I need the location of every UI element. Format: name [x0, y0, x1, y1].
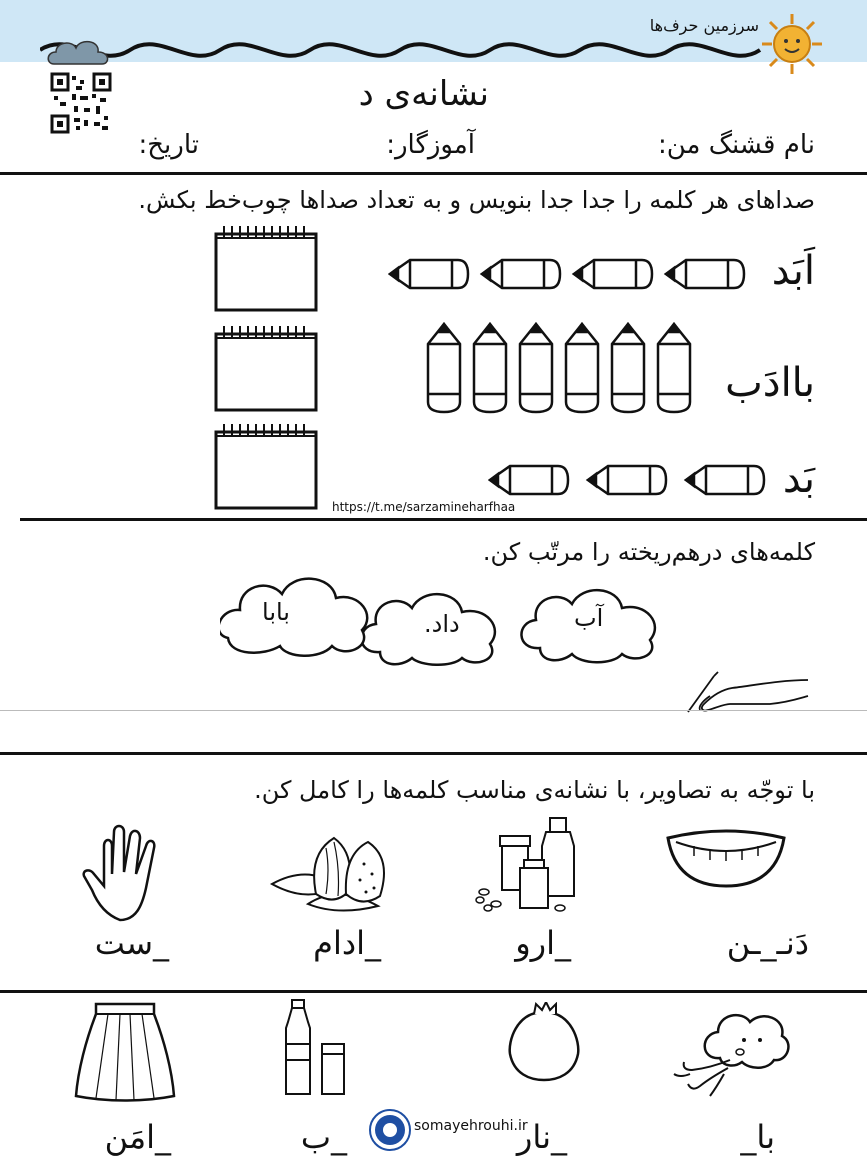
- divider: [0, 990, 867, 993]
- fill-word-r2-4: _امَن: [104, 1118, 171, 1156]
- row3-word: بَد: [782, 456, 815, 502]
- notepad-icon: [212, 224, 320, 314]
- section3-instruction: با توجّه به تصاویر، با نشانه‌ی مناسب کلمه‌ها را کامل کن.: [254, 776, 815, 804]
- cloud-word-2: داد.: [424, 610, 460, 638]
- hand-icon: [82, 824, 168, 924]
- teacher-label: آموزگار:: [386, 130, 475, 160]
- fill-word-r1-1: دَنـ_ـن: [726, 924, 809, 962]
- row1-word: اَبَد: [771, 248, 815, 294]
- fill-word-r1-3: _ادام: [313, 924, 381, 962]
- notepad-icon: [212, 324, 320, 414]
- section2-instruction: کلمه‌های درهم‌ریخته را مرتّب کن.: [482, 538, 815, 566]
- cloud-icon: [46, 36, 112, 68]
- wavy-line: [40, 28, 770, 78]
- fill-word-r2-1: با_: [740, 1118, 775, 1156]
- lesson-title: نشانه‌ی د: [358, 74, 489, 114]
- section1-instruction: صداهای هر کلمه را جدا جدا بنویس و به تعداد صداها چوب‌خط بکش.: [138, 186, 815, 214]
- notepad-icon: [212, 422, 320, 512]
- pomegranate-icon: [506, 1002, 582, 1082]
- name-label: نام قشنگ من:: [657, 130, 815, 160]
- mouth-icon: [664, 826, 788, 890]
- skirt-icon: [74, 1000, 176, 1104]
- fill-word-r1-2: _ارو: [515, 924, 571, 962]
- qr-code-icon: [50, 72, 112, 134]
- water-bottle-icon: [282, 998, 348, 1100]
- date-label: تاریخ:: [138, 130, 199, 160]
- fill-word-r1-4: _ست: [94, 924, 169, 962]
- cloud-word-1: آب: [574, 604, 604, 632]
- divider: [0, 752, 867, 755]
- divider: [20, 518, 867, 521]
- medicine-bottles-icon: [472, 816, 584, 916]
- brand-text: سرزمین حرف‌ها: [649, 16, 759, 35]
- pencil-row-3: [488, 460, 768, 500]
- site-logo-icon: [368, 1108, 412, 1152]
- site-url[interactable]: somayehrouhi.ir: [414, 1118, 528, 1134]
- almonds-icon: [268, 834, 396, 914]
- divider: [0, 172, 867, 175]
- sun-icon: [760, 12, 824, 76]
- wind-icon: [670, 1004, 794, 1100]
- pencil-row-2: [424, 322, 700, 416]
- cloud-word-3: بابا: [262, 598, 290, 626]
- fill-word-r2-3: _ب: [300, 1118, 347, 1156]
- row2-word: باادَب: [725, 360, 815, 406]
- fill-word-r2-2: _نار: [516, 1118, 567, 1156]
- page-break: [0, 710, 867, 711]
- telegram-link[interactable]: https://t.me/sarzamineharfhaa: [332, 500, 516, 514]
- pencil-row-1: [388, 254, 758, 294]
- writing-hand-icon: [680, 666, 810, 716]
